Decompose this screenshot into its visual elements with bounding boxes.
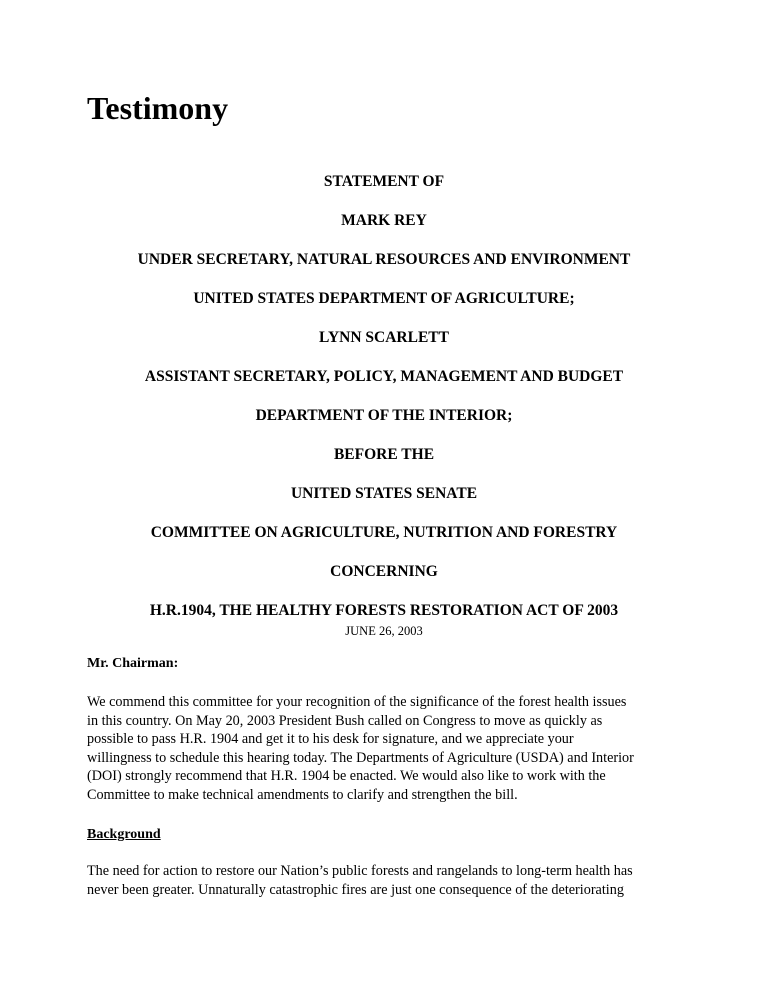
- heading-line: LYNN SCARLETT: [319, 329, 449, 346]
- paragraph-line: possible to pass H.R. 1904 and get it to his desk for signature, and we appreciate your: [87, 731, 574, 748]
- paragraph-line: willingness to schedule this hearing today. The Departments of Agriculture (USDA) and Interior: [87, 749, 634, 766]
- heading-line: UNITED STATES SENATE: [290, 485, 478, 502]
- paragraph-line: (DOI) strongly recommend that H.R. 1904 be enacted. We would also like to work with the: [87, 768, 606, 785]
- heading-line: CONCERNING: [330, 563, 438, 580]
- paragraph-line: in this country. On May 20, 2003 President Bush called on Congress to move as quickly as: [87, 712, 603, 729]
- paragraph-line: Committee to make technical amendments to clarify and strengthen the bill.: [87, 786, 518, 803]
- heading-line: STATEMENT OF: [323, 173, 445, 190]
- heading-line: MARK REY: [341, 212, 427, 229]
- paragraph-line: never been greater. Unnaturally catastrophic fires are just one consequence of the deteriorating: [87, 881, 624, 898]
- intro-paragraph: [87, 693, 687, 805]
- heading-line: UNITED STATES DEPARTMENT OF AGRICULTURE;: [193, 290, 575, 307]
- paragraph-line: We commend this committee for your recognition of the significance of the forest health issues: [87, 694, 627, 710]
- statement-heading: [0, 171, 768, 639]
- heading-line: COMMITTEE ON AGRICULTURE, NUTRITION AND FORESTRY: [150, 524, 618, 541]
- hearing-date: JUNE 26, 2003: [345, 624, 423, 638]
- salutation: Mr. Chairman:: [87, 656, 179, 671]
- section-heading-background: Background: [87, 827, 161, 842]
- paragraph-line: The need for action to restore our Nation’s public forests and rangelands to long-term health has: [87, 863, 633, 879]
- heading-line: DEPARTMENT OF THE INTERIOR;: [255, 407, 513, 424]
- heading-line: ASSISTANT SECRETARY, POLICY, MANAGEMENT AND BUDGET: [144, 368, 624, 385]
- heading-line: BEFORE THE: [333, 446, 435, 463]
- heading-line: H.R.1904, THE HEALTHY FORESTS RESTORATION ACT OF 2003: [149, 602, 619, 619]
- document-title: Testimony: [87, 90, 229, 126]
- heading-line: UNDER SECRETARY, NATURAL RESOURCES AND ENVIRONMENT: [137, 251, 631, 268]
- background-paragraph: [87, 862, 687, 899]
